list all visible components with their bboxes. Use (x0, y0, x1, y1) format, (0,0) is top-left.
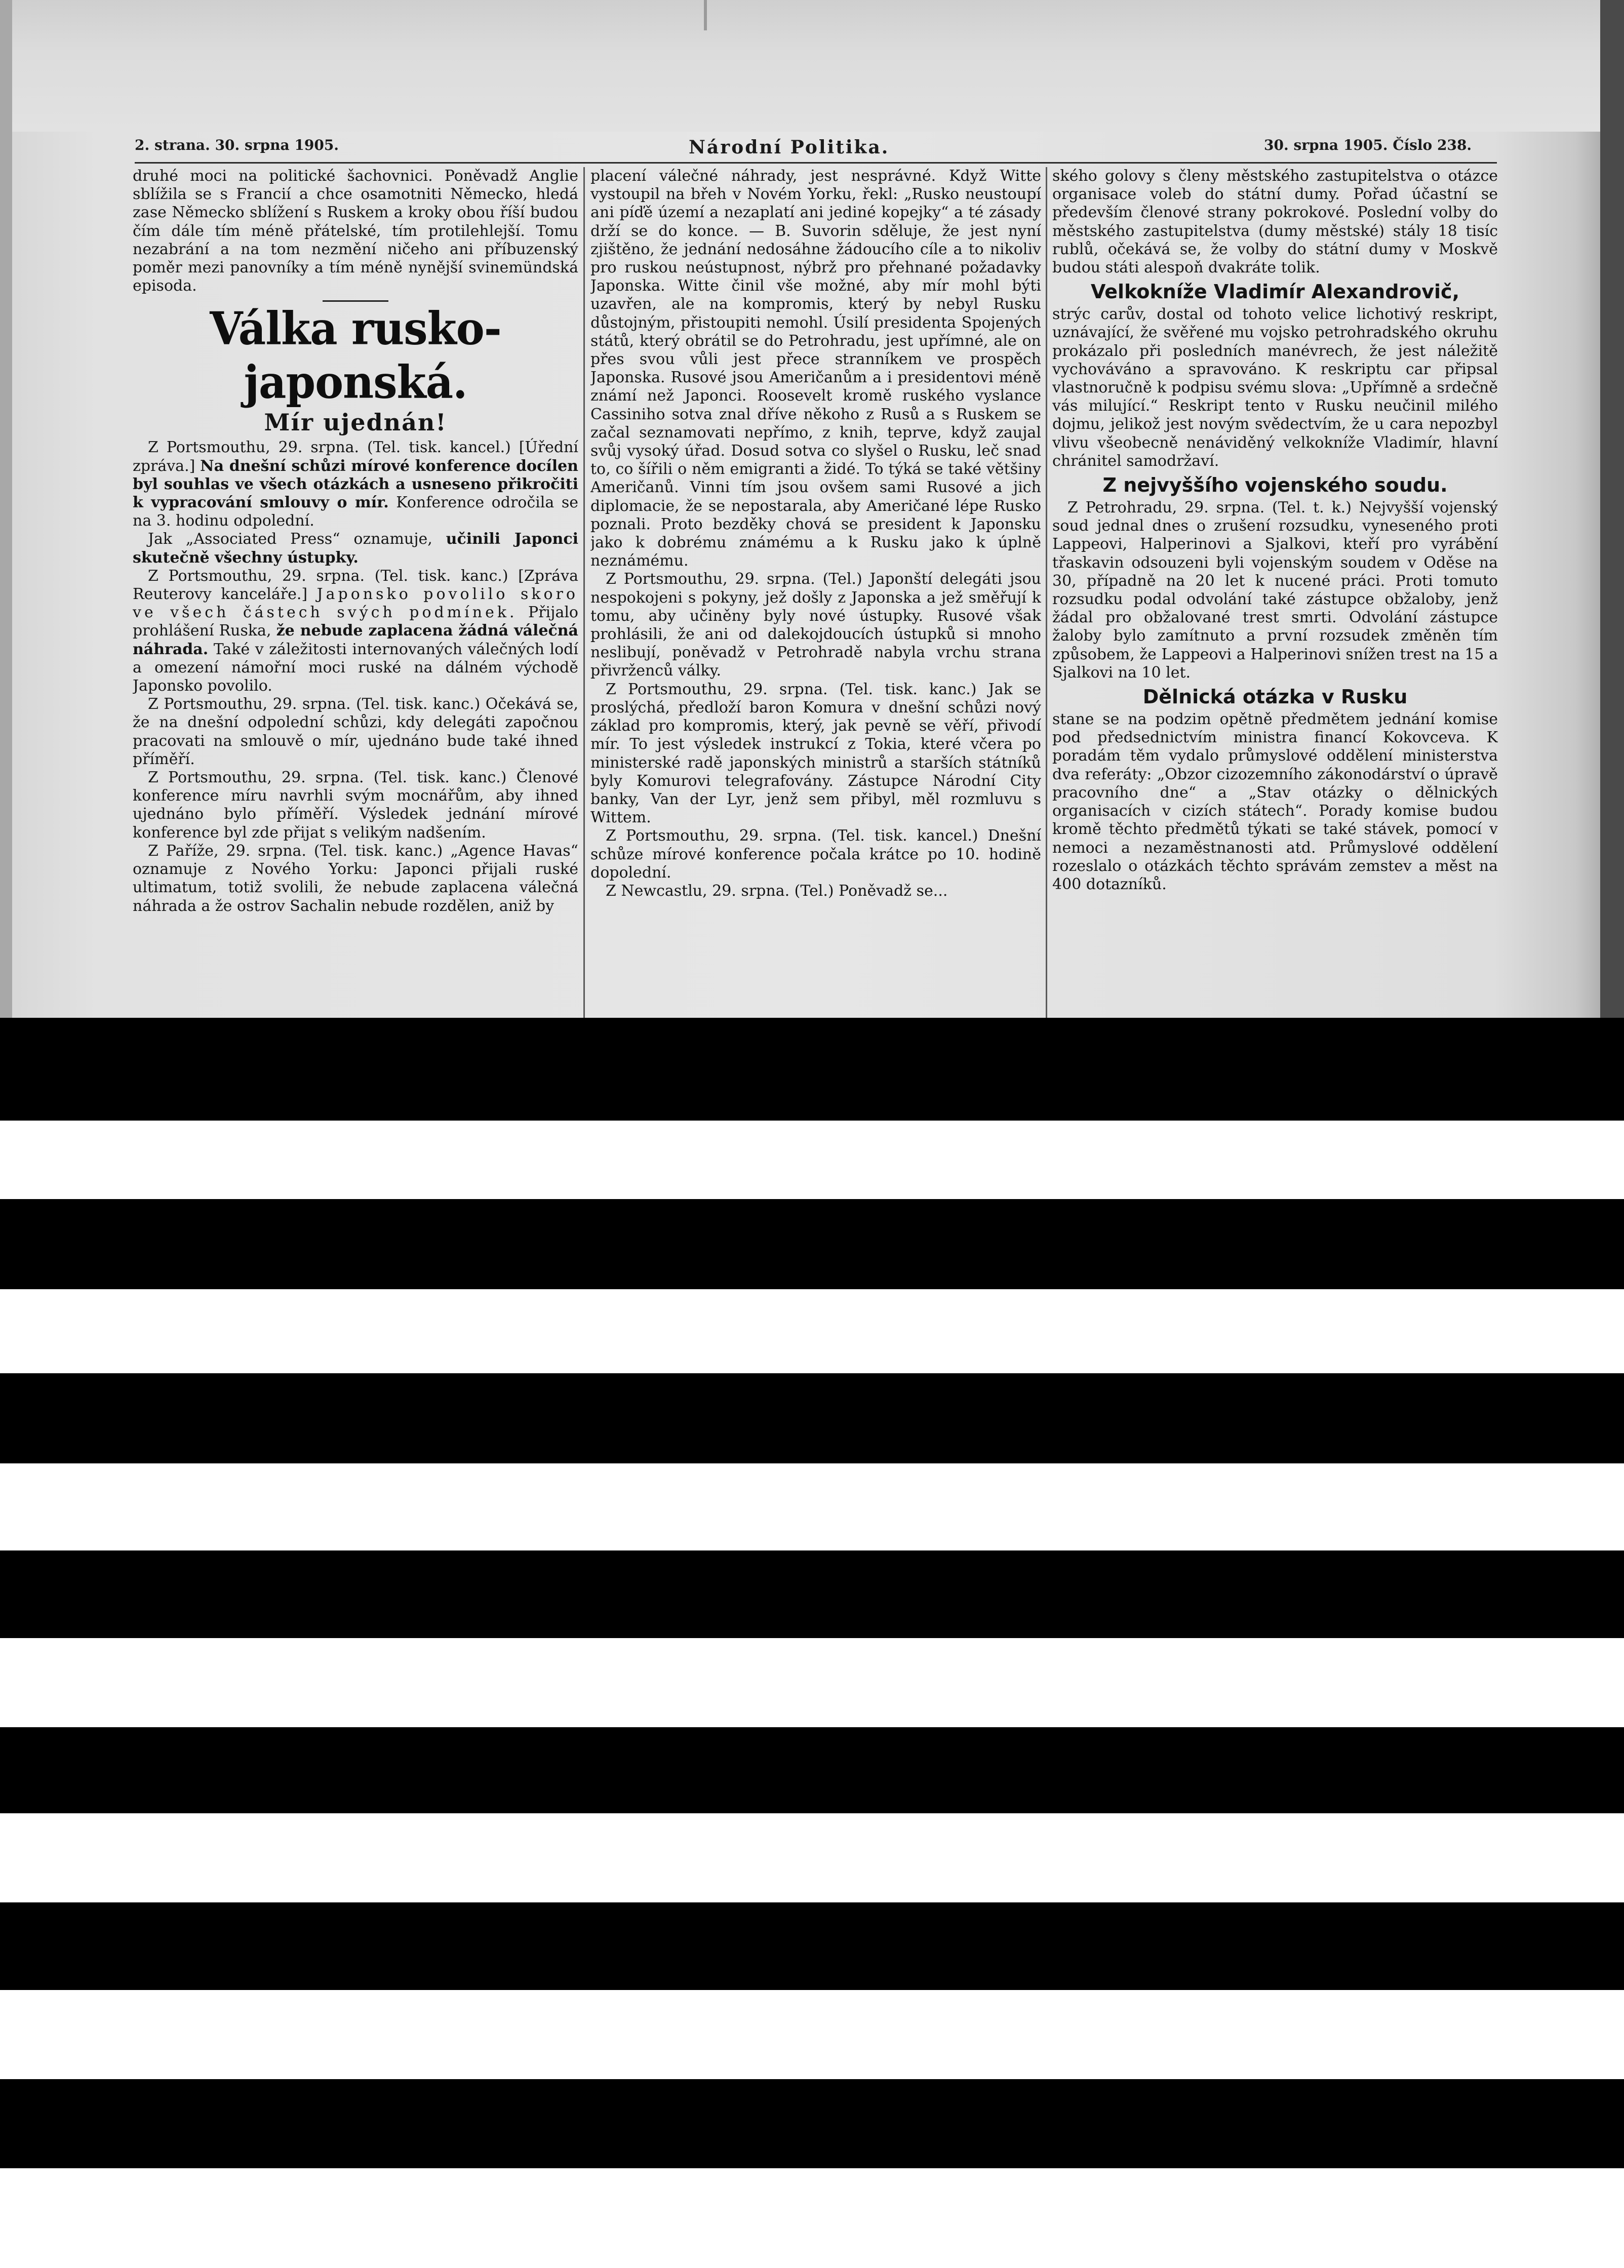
white-band (0, 1638, 1624, 1727)
column-1 (133, 167, 578, 1018)
dispatch-mid: Přijalo prohlášení Ruska, (133, 604, 578, 640)
black-band (0, 1902, 1624, 1990)
dispatch-emphasis: Na dnešní schůzi mírové konference docílen byl souhlas ve všech otázkách a usneseno přikročiti k vypracování smlouvy o mír. (133, 457, 578, 512)
headline-war: Válka rusko-japonská. (210, 302, 501, 409)
dispatch-tail: Také v záležitosti internovaných válečných lodí a omezení námořní moci ruské na dálném východě Japonsko povolilo. (133, 640, 578, 695)
dispatch-lead: Jak „Associated Press“ oznamuje, (148, 530, 432, 548)
scanner-calibration-bands (0, 1018, 1624, 2268)
header-rule (135, 162, 1497, 164)
column-divider-1 (583, 167, 585, 1018)
paper-crease (704, 0, 707, 30)
column-3 (1052, 167, 1498, 1018)
black-band (0, 1727, 1624, 1813)
dispatch-paragraph: Z Petrohradu, 29. srpna. (Tel. t. k.) Nejvyšší vojenský soud jednal dnes o zrušení rozsudku, vyneseného proti Lappeovi, Halperinovi a Sjalkovi, kteří pro vyrábění třaskavin odsouzeni byli vojenským soudem v Oděse na 30, případně na 20 let k nucené práci. Proti tomuto rozsudku podal odvolání také zástupce obžaloby, jenž žádal pro obžalované trest smrti. Odvolání zástupce žaloby bylo zamítnuto a první rozsudek změněn tím způsobem, že Lappeovi a Halperinovi snížen trest na 15 a Sjalkovi na 10 let. (1052, 499, 1498, 682)
dispatch-paragraph (133, 439, 578, 530)
dispatch-paragraph: Z Portsmouthu, 29. srpna. (Tel. tisk. kancel.) Dnešní schůze mírové konference počala krátce po 10. hodině dopolední. (590, 827, 1041, 882)
article-text: ského golovy s členy městského zastupitelstva o otázce organisace voleb do státní dumy. Pořad účastní se především členové strany pokrokové. Poslední volby do městského zastupitelstva (dumy městské) stály 18 tisíc rublů, očekává se, že volby do státní dumy v Moskvě budou státi alespoň dvakráte tolik. (1052, 167, 1498, 277)
scan-right-edge-shadow (1600, 0, 1624, 1018)
column-divider-2 (1046, 167, 1047, 1018)
dispatch-paragraph: Z Paříže, 29. srpna. (Tel. tisk. kanc.) „Agence Havas“ oznamuje z Nového Yorku: Japonci přijali ruské ultimatum, totiž svolili, že nebude zaplacena válečná náhrada a že ostrov Sachalin nebude rozdělen, aniž by (133, 842, 578, 915)
black-band (0, 2079, 1624, 2168)
dispatch-paragraph: Z Portsmouthu, 29. srpna. (Tel. tisk. kanc.) Očekává se, že na dnešní odpolední schůzi, kdy delegáti započnou pracovati na smlouvě o mír, ujednáno bude také ihned příměří. (133, 695, 578, 768)
dispatch-emphasis: učinili Japonci skutečně všechny ústupky. (133, 530, 578, 567)
article-text: strýc carův, dostal od tohoto velice lichotivý reskript, uznávající, že svěřené mu vojsko petrohradského okruhu prokázalo při posledních manévrech, že jest náležitě vychováváno a spravováno. K reskriptu car připsal vlastnoručně k podpisu svému slova: „Upřímně a srdečně vás milující.“ Reskript tento v Rusku neučinil milého dojmu, jelikož jest novým svědectvím, že u cara nepozbyl vlivu všeobecně nenáviděný velkokníže Vladimír, hlavní chránitel samodržaví. (1052, 305, 1498, 470)
subheadline-peace: Mír ujednán! (264, 409, 447, 436)
dispatch-paragraph (133, 567, 578, 695)
running-head-right: 30. srpna 1905. Číslo 238. (1264, 137, 1472, 153)
running-head-left: 2. strana. 30. srpna 1905. (135, 137, 339, 153)
scanned-newspaper-page (0, 0, 1624, 1018)
white-band (0, 1289, 1624, 1373)
dispatch-spaced: Japonsko povolilo skoro ve všech částech svých podmínek. (133, 585, 578, 622)
article-text: druhé moci na politické šachovnici. Poněvadž Anglie sblížila se s Francií a chce osamotniti Německo, hledá zase Německo sblížení s Ruskem a kroky obou říší budou čím dále tím méně přátelské, tím protilehlejší. Tomu nezabrání a na tom nezmění ničeho ani příbuzenský poměr mezi panovníky a tím méně nynější svinemündská episoda. (133, 167, 578, 295)
white-band (0, 2168, 1624, 2268)
dispatch-lead: Z Portsmouthu, 29. srpna. (Tel. tisk. kancel.) [Úřední zpráva.] (133, 439, 578, 475)
section-heading-labour-question: Dělnická otázka v Rusku (1142, 686, 1408, 708)
black-band (0, 1550, 1624, 1638)
dispatch-paragraph: Z Portsmouthu, 29. srpna. (Tel.) Japonští delegáti jsou nespokojeni s pokyny, jež došly z Japonska a jež směřují k tomu, aby učiněny byly nové ústupky. Rusové však prohlásili, že ani od dalekojdoucích ústupků si mnoho neslibují, poněvadž v Petrohradě nabyla vrchu strana přivrženců války. (590, 570, 1041, 680)
dispatch-paragraph (133, 530, 578, 567)
white-band (0, 1121, 1624, 1199)
article-text: placení válečné náhrady, jest nesprávné. Když Witte vystoupil na břeh v Novém Yorku, řekl: „Rusko neustoupí ani píďě území a nezaplatí ani jediné kopejky“ a té zásady drží se do konce. — B. Suvorin sděluje, že jest nyní zjištěno, že jednání nedosáhne žádoucího cíle a to nikoliv pro ruskou neústupnost, nýbrž pro přehnané požadavky Japonska. Witte činil vše možné, aby mír mohl býti uzavřen, ale na kompromis, který by nebyl Rusku důstojným, přistoupiti nemohl. Úsilí presidenta Spojených států, který obrátil se do Petrohradu, jest upřímné, ale on přes svou vůli jest přece stranníkem ve prospěch Japonska. Rusové jsou Američanům a i presidentovi méně známí než Japonci. Roosevelt kromě ruského vyslance Cassiniho sotva znal dříve někoho z Rusů a s Ruskem se začal seznamovati nepřímo, z knih, teprve, když zaujal svůj vysoký úřad. Dosud sotva co slyšel o Rusku, leč snad to, co šířili o něm emigranti a židé. To týká se také většiny Američanů. Vinni tím jsou ovšem sami Rusové a jich diplomacie, že se nepostarala, aby Američané lépe Rusko poznali. Proto bezděky chová se president k Japonsku jako k dobrému známému a k Rusku jako k úplně neznámému. (590, 167, 1041, 570)
white-band (0, 1990, 1624, 2079)
dispatch-paragraph: Z Portsmouthu, 29. srpna. (Tel. tisk. kanc.) Členové konference míru navrhli svým mocnářům, aby ihned ujednáno bylo příměří. Výsledek jednání mírové konference byl zde přijat s velikým nadšením. (133, 769, 578, 842)
dispatch-paragraph: Z Portsmouthu, 29. srpna. (Tel. tisk. kanc.) Jak se proslýchá, předloží baron Komura v dnešní schůzi nový základ pro kompromis, který, jak pevně se věří, přivodí mír. To jest výsledek instrukcí z Tokia, které včera po ministerské radě japonských ministrů a starších státníků byly Komurovi telegrafovány. Zástupce Národní City banky, Van der Lyr, jenž sem přibyl, měl rozmluvu s Wittem. (590, 680, 1041, 827)
page-top-margin (0, 0, 1624, 132)
dispatch-paragraph: Z Newcastlu, 29. srpna. (Tel.) Poněvadž se... (606, 882, 948, 900)
dispatch-emphasis: že nebude zaplacena žádná válečná náhrada. (133, 622, 578, 658)
black-band (0, 1199, 1624, 1289)
column-2 (590, 167, 1041, 1018)
dispatch-lead: Z Portsmouthu, 29. srpna. (Tel. tisk. kanc.) [Zpráva Reuterovy kanceláře.] (133, 567, 578, 604)
dispatch-tail: Konference odročila se na 3. hodinu odpolední. (133, 494, 578, 530)
section-heading-grand-duke: Velkokníže Vladimír Alexandrovič, (1090, 281, 1460, 303)
section-heading-military-court: Z nejvyššího vojenského soudu. (1102, 474, 1448, 497)
black-band (0, 1373, 1624, 1463)
white-band (0, 1813, 1624, 1902)
white-band (0, 1463, 1624, 1550)
newspaper-masthead: Národní Politika. (689, 137, 890, 158)
scan-left-edge-shadow (0, 0, 12, 1018)
black-band (0, 1018, 1624, 1121)
article-text: stane se na podzim opětně předmětem jednání komise pod předsednictvím ministra financí Kokovceva. K poradám těm vydalo průmyslové oddělení ministerstva dva referáty: „Obzor cizozemního zákonodárství o úpravě pracovního dne“ a „Stav otázky o dělnických organisacích v cizích státech“. Porady komise budou kromě těchto předmětů týkati se také stávek, pomocí v nemoci a nezaměstnanosti atd. Průmyslové oddělení rozeslalo o otázkách těchto správám zemstev a měst na 400 dotazníků. (1052, 710, 1498, 893)
